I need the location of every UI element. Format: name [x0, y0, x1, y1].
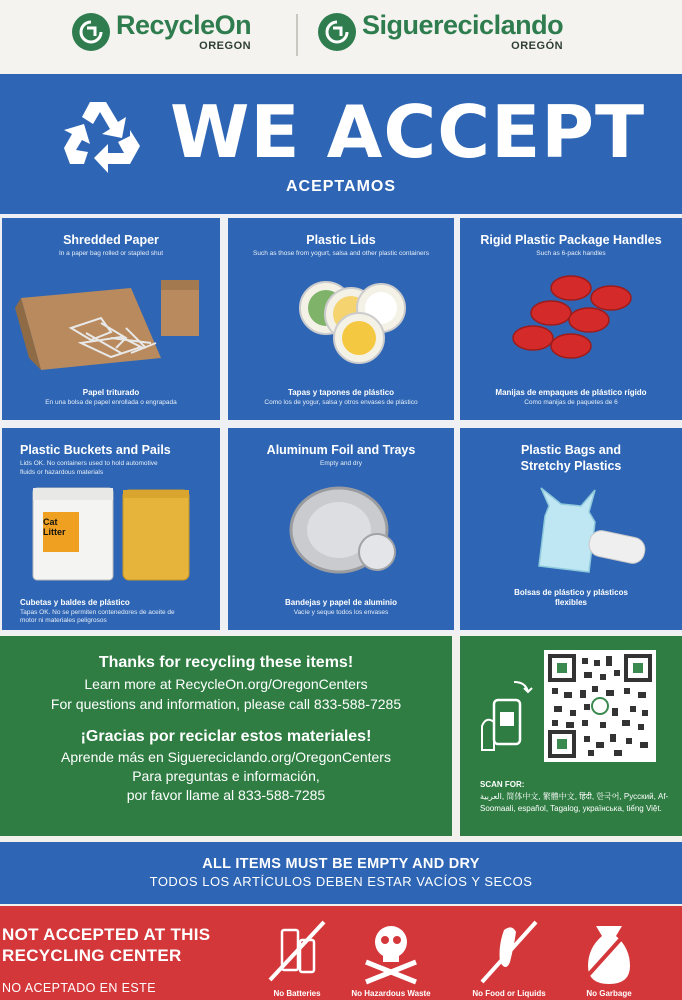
no-batteries-label: No Batteries: [273, 989, 321, 998]
plastic-handles-illustration: [460, 258, 682, 378]
no-garbage-icon: [574, 916, 644, 988]
empty-dry-es: TODOS LOS ARTÍCULOS DEBEN ESTAR VACÍOS Y SECOS: [149, 874, 533, 889]
recycleon-name: RecycleOn: [116, 10, 252, 40]
plastic-buckets-illustration: [2, 468, 220, 588]
item-subtitle-es: En una bolsa de papel enrollada o engrapada: [45, 399, 177, 406]
not-accepted-es: NO ACEPTADO EN ESTE: [2, 981, 156, 995]
not-accepted-heading: [2, 924, 210, 967]
not-accepted-line2: RECYCLING CENTER: [2, 946, 182, 966]
item-title: Shredded Paper: [63, 233, 159, 247]
not-accepted-banner: [0, 906, 682, 1000]
recycleon-logo-icon: [72, 13, 110, 51]
siguereciclando-logo: [318, 12, 563, 52]
qr-panel: [460, 636, 682, 836]
no-garbage-label: No Garbage: [586, 989, 632, 998]
brand-header: [0, 0, 682, 74]
item-shredded-paper: [2, 218, 220, 420]
no-hazardous-waste-label: No Hazardous Waste: [351, 989, 431, 998]
recycleon-logo: [72, 12, 251, 52]
recycle-icon: [60, 92, 150, 176]
item-subtitle: Such as 6-pack handles: [536, 250, 606, 258]
item-title: Aluminum Foil and Trays: [266, 443, 416, 457]
item-title: Plastic Buckets and Pails: [20, 443, 171, 457]
we-accept-title: WE ACCEPT: [170, 90, 646, 174]
item-rigid-plastic-handles: [460, 218, 682, 420]
no-hazardous-waste-icon: [356, 916, 426, 988]
item-title: Plastic Lids: [306, 233, 376, 247]
item-title-es: Papel triturado: [82, 388, 140, 397]
not-accepted-line1: NOT ACCEPTED AT THIS: [2, 925, 211, 944]
siguereciclando-state: OREGÓN: [511, 40, 564, 52]
item-subtitle: Empty and dry: [320, 460, 362, 468]
scan-languages: العربية, 简体中文, 繁體中文, हिंदी, 한국어, Русский, Af-Soomaali, español, Tagalog, українська, tiếng Việt.: [480, 792, 669, 813]
thanks-heading-es: ¡Gracias por reciclar estos materiales!: [80, 728, 372, 745]
accepted-items-grid: [0, 214, 682, 634]
item-plastic-lids: [228, 218, 454, 420]
item-title: Plastic Bags and Stretchy Plastics: [520, 443, 622, 474]
item-aluminum-foil: [228, 428, 454, 630]
phone-scan-icon: [478, 676, 534, 756]
empty-dry-en: ALL ITEMS MUST BE EMPTY AND DRY: [202, 856, 480, 872]
item-subtitle-es: Tapas OK. No se permiten contenedores de aceite de motor ni materiales peligrosos: [20, 609, 175, 625]
thanks-learn-more-es: Aprende más en Siguereciclando.org/OregonCenters: [61, 749, 391, 765]
siguereciclando-name: Siguereciclando: [362, 10, 564, 40]
empty-dry-banner: [0, 842, 682, 904]
plastic-lids-illustration: [228, 258, 454, 378]
we-accept-subtitle: ACEPTAMOS: [285, 178, 397, 195]
no-food-liquids-icon: [474, 916, 544, 988]
aluminum-foil-illustration: [228, 468, 454, 588]
recycleon-state: OREGON: [199, 40, 252, 52]
item-subtitle-es: Como los de yogur, salsa y otros envases de plástico: [264, 399, 418, 406]
item-title-es: Tapas y tapones de plástico: [287, 388, 395, 397]
thanks-heading-en: Thanks for recycling these items!: [98, 654, 354, 671]
qr-code[interactable]: [544, 650, 656, 762]
item-subtitle-es: Vacíe y seque todos los envases: [293, 609, 389, 616]
thanks-question-es: Para preguntas e información,: [132, 768, 320, 784]
item-title-es: Bolsas de plástico y plásticos flexibles: [514, 588, 628, 608]
item-title-es: Cubetas y baldes de plástico: [20, 598, 130, 607]
thanks-learn-more-en: Learn more at RecycleOn.org/OregonCenters: [84, 676, 368, 692]
no-food-liquids-label: No Food or Liquids: [472, 989, 546, 998]
cat-litter-label: Cat Litter: [43, 517, 66, 537]
scan-label: SCAN FOR:: [480, 780, 525, 789]
siguereciclando-logo-icon: [318, 13, 356, 51]
we-accept-banner: [0, 74, 682, 214]
item-subtitle: Lids OK. No containers used to hold automotive fluids or hazardous materials: [20, 460, 158, 476]
item-title-es: Bandejas y papel de aluminio: [284, 598, 398, 607]
no-batteries-icon: [262, 916, 332, 988]
shredded-paper-illustration: [2, 258, 220, 378]
item-subtitle-es: Como manijas de paquetes de 6: [524, 399, 618, 406]
item-title: Rigid Plastic Package Handles: [480, 233, 662, 247]
thanks-phone-es: por favor llame al 833-588-7285: [126, 787, 326, 803]
thanks-phone-en: For questions and information, please call 833-588-7285: [50, 696, 402, 712]
item-subtitle: In a paper bag rolled or stapled shut: [58, 250, 164, 258]
plastic-bags-illustration: [460, 476, 682, 596]
item-plastic-bags: [460, 428, 682, 630]
thanks-panel: [0, 636, 452, 836]
item-subtitle: Such as those from yogurt, salsa and other plastic containers: [253, 250, 429, 258]
item-title-es: Manijas de empaques de plástico rígido: [495, 388, 647, 397]
item-plastic-buckets: [2, 428, 220, 630]
header-divider: [296, 14, 298, 56]
